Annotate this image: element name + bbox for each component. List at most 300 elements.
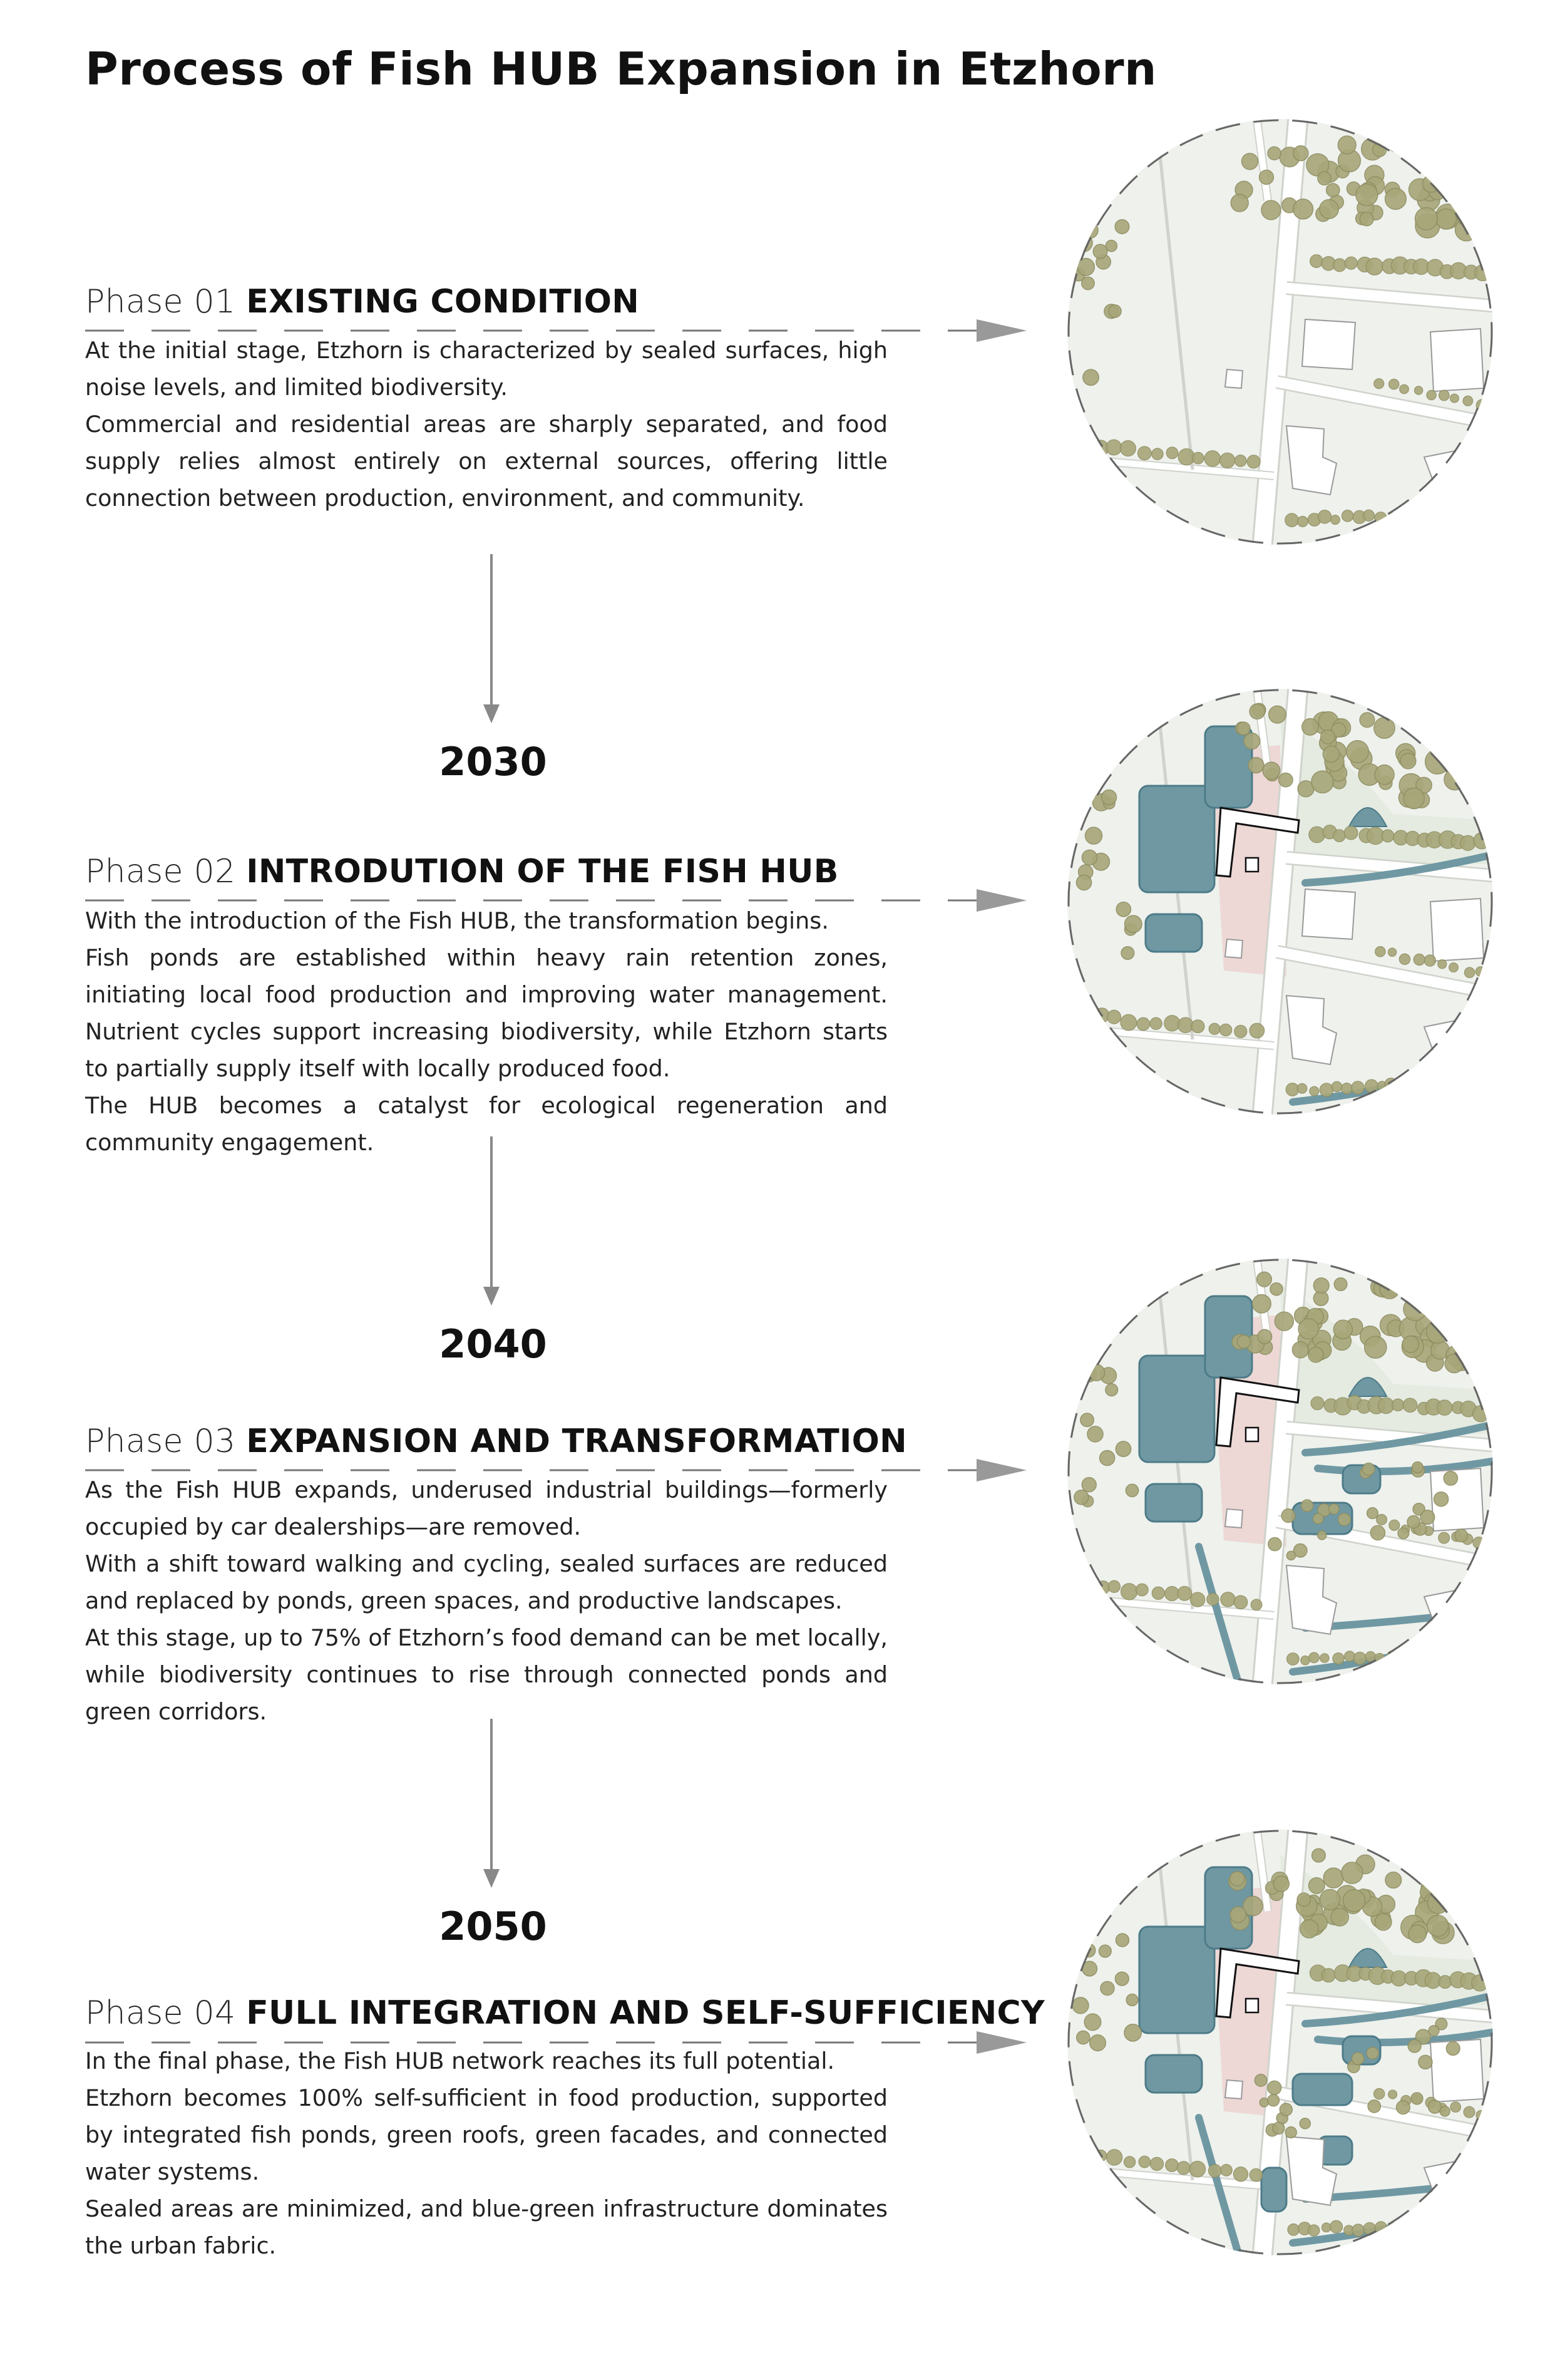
phase-01-connector-arrow <box>85 319 1027 342</box>
tree <box>1360 212 1373 226</box>
tree <box>1293 199 1313 219</box>
tree <box>1249 2168 1262 2181</box>
tree <box>1453 508 1462 517</box>
tree <box>1465 1079 1474 1088</box>
tree <box>1189 2161 1205 2177</box>
tree <box>1298 1319 1319 1339</box>
tree <box>1485 1406 1501 1422</box>
tree <box>1474 1079 1485 1091</box>
phase-03-connector-arrow <box>85 1459 1027 1481</box>
tree <box>1375 512 1387 525</box>
tree <box>1397 508 1410 522</box>
phase-04-paragraph-3: Sealed areas are minimized, and blue-green infrastructure dominates the urban fabric. <box>85 2195 888 2259</box>
small-building <box>1225 2080 1243 2099</box>
tree <box>1121 1014 1137 1031</box>
tree <box>1411 2093 1423 2104</box>
tree <box>1106 2150 1122 2165</box>
tree <box>1410 1650 1422 1661</box>
tree <box>1472 1975 1488 1991</box>
tree <box>1323 1868 1343 1888</box>
phase-03-paragraph-1: As the Fish HUB expands, underused industrial buildings—formerly occupied by car dealerships—are removed. <box>85 1476 888 1540</box>
tree <box>1427 1915 1449 1937</box>
tree <box>1072 1997 1089 2014</box>
tree <box>1286 1551 1295 1560</box>
tree <box>1257 1272 1272 1287</box>
tree <box>1388 948 1396 956</box>
tree <box>1066 439 1082 455</box>
tree <box>1331 1909 1348 1926</box>
tree <box>1374 1653 1385 1664</box>
tree <box>1300 1920 1318 1938</box>
tree <box>1424 955 1435 966</box>
tree <box>1439 1532 1450 1543</box>
tree <box>1363 510 1374 521</box>
tree <box>1285 2127 1296 2138</box>
tree <box>1151 2157 1164 2170</box>
tree <box>1389 1520 1400 1530</box>
tree <box>1473 1537 1485 1549</box>
tree <box>1464 2106 1475 2118</box>
tree <box>1137 446 1151 460</box>
tree <box>1420 1079 1433 1092</box>
tree <box>1268 2094 1280 2106</box>
tree <box>1164 1016 1180 1031</box>
tree <box>1420 1510 1435 1525</box>
tree <box>1455 1529 1467 1542</box>
tree <box>1474 2220 1487 2232</box>
tree <box>1410 2224 1419 2233</box>
tree <box>1450 2102 1461 2113</box>
tree <box>1234 1025 1247 1038</box>
tree <box>1081 2149 1094 2161</box>
phase-02-site-plan-map <box>1055 676 1506 1127</box>
tree <box>1301 1500 1313 1512</box>
tree <box>1120 441 1136 456</box>
tree <box>1107 1010 1121 1024</box>
tree <box>1463 174 1480 191</box>
phase-02-name: INTRODUTION OF THE FISH HUB <box>246 853 839 890</box>
tree <box>1455 739 1478 761</box>
tree <box>1360 713 1375 728</box>
tree <box>1382 830 1394 842</box>
tree <box>1363 1463 1375 1476</box>
tree <box>1320 1890 1340 1910</box>
tree <box>1429 2100 1442 2113</box>
tree <box>1375 1914 1391 1930</box>
tree <box>1066 1578 1077 1589</box>
tree <box>1388 137 1403 152</box>
tree <box>1274 1876 1290 1892</box>
tree <box>1079 1007 1095 1024</box>
tree <box>1260 170 1274 185</box>
tree <box>1100 1450 1115 1465</box>
tree <box>1247 455 1260 468</box>
tree <box>1191 1592 1205 1607</box>
tree <box>1313 1513 1323 1524</box>
tree <box>1285 513 1299 527</box>
timeline-arrow-1 <box>483 554 500 723</box>
tree <box>1342 1083 1353 1095</box>
phase-03-site-plan-map <box>1055 1246 1506 1697</box>
tree <box>1455 1326 1471 1341</box>
tree <box>1139 2156 1151 2168</box>
tree <box>1297 1083 1307 1093</box>
tree <box>1392 1399 1404 1411</box>
creek <box>1080 2205 1161 2268</box>
tree <box>1356 184 1378 206</box>
tree <box>1374 2088 1385 2099</box>
tree <box>1439 1079 1452 1092</box>
tree <box>1389 379 1399 389</box>
large-hall <box>1302 889 1355 939</box>
tree <box>1279 773 1293 786</box>
timeline-arrow-2 <box>483 1136 500 1306</box>
tree <box>1375 2222 1387 2233</box>
tree <box>1152 1587 1164 1599</box>
tree <box>1069 1010 1080 1021</box>
tree <box>1475 967 1485 976</box>
tree <box>1487 972 1496 981</box>
tree <box>1485 403 1497 415</box>
large-hall <box>1302 319 1355 369</box>
phase-04-site-plan-map <box>1055 1817 1506 2268</box>
tree <box>1329 1504 1340 1515</box>
phase-01-site-plan-map <box>1055 106 1506 557</box>
tree <box>1320 1654 1329 1662</box>
tree <box>1116 1441 1131 1456</box>
phase-03-number: Phase 03 <box>85 1423 236 1460</box>
phase-01-paragraph-1: At the initial stage, Etzhorn is characterized by sealed surfaces, high noise levels, and limited biodiversity. <box>85 337 888 401</box>
tree <box>1090 2035 1106 2051</box>
small-building <box>1225 369 1243 388</box>
tree <box>1207 1593 1219 1605</box>
tree <box>1209 1023 1220 1034</box>
tree <box>1385 1872 1402 1888</box>
tree <box>1345 1651 1355 1662</box>
tree <box>1220 453 1235 468</box>
year-2040-label: 2040 <box>439 1321 547 1367</box>
phase-03-paragraph-3: At this stage, up to 75% of Etzhorn’s food demand can be met locally, while biodiversity continues to rise through connected ponds and green corridors. <box>85 1624 888 1725</box>
phase-01-number: Phase 01 <box>85 283 236 321</box>
tree <box>1469 165 1488 185</box>
tree <box>1177 2161 1190 2175</box>
tree <box>1204 451 1220 466</box>
tree <box>1367 2047 1378 2059</box>
phase-01-paragraph-2: Commercial and residential areas are sharply separated, and food supply relies almost entirely on external sources, offering little connection between production, environment, and community. <box>85 411 888 512</box>
tree <box>1166 2159 1179 2172</box>
tree <box>1408 512 1420 524</box>
tree <box>1311 771 1333 793</box>
tree <box>1115 220 1129 234</box>
phase-02-paragraph-2: Fish ponds are established within heavy rain retention zones, initiating local food production and improving water management. Nutrient cycles support increasing biodiversity, while Etzhorn starts to partially supply itself with locally produced food. <box>85 944 888 1082</box>
tree <box>1374 718 1395 738</box>
phase-04-name: FULL INTEGRATION AND SELF-SUFFICIENCY <box>246 1994 1045 2032</box>
tree <box>1414 386 1422 394</box>
tree <box>1286 1083 1299 1096</box>
tree <box>1395 2219 1408 2232</box>
tree <box>1067 2148 1078 2159</box>
tree <box>1150 1017 1162 1029</box>
tree <box>1468 1907 1492 1931</box>
tree <box>1253 1294 1271 1313</box>
tree <box>1124 2024 1141 2041</box>
fish-pond-south <box>1146 2055 1202 2093</box>
tree <box>1082 277 1094 289</box>
tree <box>1242 153 1258 170</box>
phase-03-paragraph-2: With a shift toward walking and cycling, sealed surfaces are reduced and replaced by ponds, green spaces, and productive landscapes. <box>85 1550 888 1614</box>
tree <box>1288 2224 1300 2236</box>
tree <box>1302 719 1318 735</box>
tree <box>1326 183 1340 197</box>
tree <box>1292 1342 1308 1358</box>
fish-pond-south <box>1146 1484 1202 1522</box>
tree <box>1431 1078 1442 1089</box>
tree <box>1309 827 1325 843</box>
tree <box>1463 396 1473 406</box>
tree <box>1320 200 1338 219</box>
tree <box>1429 508 1440 520</box>
tree <box>1365 1336 1387 1358</box>
tree <box>1097 1581 1110 1594</box>
tree <box>1318 1531 1326 1540</box>
tree <box>1109 305 1121 317</box>
tree <box>1438 960 1447 969</box>
tree <box>1429 2026 1439 2036</box>
tree <box>1321 2223 1331 2232</box>
tree <box>1268 1538 1281 1551</box>
tree <box>1403 788 1424 808</box>
tree <box>1420 1651 1433 1664</box>
tree <box>1450 394 1459 403</box>
tree <box>1312 1848 1326 1862</box>
tree <box>1444 1649 1454 1659</box>
tree <box>1093 244 1107 259</box>
tree <box>1208 2165 1221 2178</box>
tree <box>1444 1471 1457 1485</box>
tree <box>1353 1652 1366 1664</box>
tree <box>1237 1335 1250 1348</box>
tree <box>1367 1508 1378 1519</box>
tree <box>1300 2118 1310 2129</box>
tree <box>1347 741 1369 763</box>
tree <box>1451 2219 1463 2231</box>
tree <box>1275 1312 1293 1331</box>
tree <box>1414 954 1425 966</box>
tree <box>1082 1944 1096 1957</box>
tree <box>1321 730 1335 744</box>
tree <box>1124 2156 1135 2168</box>
phase-04-paragraph-1: In the final phase, the Fish HUB network reaches its full potential. <box>85 2048 835 2074</box>
tree <box>1221 2165 1233 2177</box>
tree <box>1352 1081 1364 1094</box>
tree <box>1338 136 1356 154</box>
tree <box>1077 2031 1090 2044</box>
tree <box>1231 194 1248 212</box>
tree <box>1126 1994 1138 2006</box>
tree <box>1420 507 1433 520</box>
tree <box>1489 269 1501 281</box>
tree <box>1178 1017 1193 1033</box>
tree <box>1415 207 1438 230</box>
tree <box>1077 259 1094 276</box>
tree <box>1221 1592 1235 1607</box>
tree <box>1334 1278 1347 1291</box>
tree <box>1345 257 1357 269</box>
tree <box>1412 1462 1423 1473</box>
tree <box>1280 2103 1292 2116</box>
tree <box>1397 1651 1408 1662</box>
phase-04-connector-arrow <box>85 2031 1027 2054</box>
tree <box>1244 733 1260 750</box>
tree <box>1249 704 1265 719</box>
year-2050-label: 2050 <box>439 1903 547 1949</box>
phase-04-number: Phase 04 <box>85 1994 236 2032</box>
tree <box>1263 762 1280 779</box>
tree <box>1268 147 1281 160</box>
phase-02-paragraph-3: The HUB becomes a catalyst for ecological regeneration and community engagement. <box>85 1092 888 1156</box>
tree <box>1427 390 1436 399</box>
tree <box>1380 1279 1399 1299</box>
tree <box>1460 835 1475 850</box>
tree <box>1261 200 1281 220</box>
tree <box>1420 2219 1433 2232</box>
tree <box>1318 172 1331 185</box>
tree <box>1465 2217 1477 2230</box>
fish-pond-large <box>1139 1356 1214 1462</box>
fish-pond-south <box>1146 914 1202 952</box>
tree <box>1099 1945 1111 1957</box>
tree <box>1080 1413 1094 1426</box>
tree <box>1178 1586 1192 1600</box>
tree <box>1352 2053 1364 2065</box>
tree <box>1408 1079 1418 1089</box>
tree <box>1152 448 1163 460</box>
tree <box>1377 1514 1387 1525</box>
phase-03-name: EXPANSION AND TRANSFORMATION <box>246 1423 907 1460</box>
fish-pond-large <box>1139 786 1214 892</box>
tree <box>1320 1083 1333 1096</box>
tree <box>1460 1915 1480 1935</box>
tree <box>1287 1653 1300 1666</box>
tree <box>1456 204 1478 226</box>
tree <box>1487 835 1501 849</box>
tree <box>1375 947 1385 957</box>
tree <box>1166 447 1178 459</box>
phase-02-connector-arrow <box>85 889 1027 912</box>
tree <box>1116 902 1131 917</box>
creek <box>1080 1064 1161 1127</box>
tree <box>1475 265 1491 281</box>
phase-02-number: Phase 02 <box>85 853 236 890</box>
tree-cluster-northeast <box>1409 159 1489 240</box>
phase-01-name: EXISTING CONDITION <box>246 283 640 321</box>
tree <box>1446 2042 1460 2056</box>
tree <box>1333 830 1346 842</box>
tree <box>1342 1862 1363 1883</box>
tree <box>1251 1599 1262 1610</box>
timeline-arrow-3 <box>483 1719 500 1888</box>
pond-east-2 <box>1293 2074 1352 2105</box>
tree <box>1079 436 1094 451</box>
tree <box>1454 1648 1465 1659</box>
tree <box>1368 2100 1380 2113</box>
tree <box>1136 1584 1149 1596</box>
tree <box>1445 1354 1464 1373</box>
small-building <box>1225 1509 1243 1528</box>
tree <box>1249 1023 1265 1038</box>
tree <box>1344 826 1358 840</box>
tree <box>1487 1539 1497 1549</box>
tree <box>1219 1024 1231 1036</box>
tree <box>1333 259 1346 272</box>
tree <box>1310 255 1323 268</box>
tree <box>1237 722 1250 735</box>
tree <box>1442 2218 1454 2230</box>
tree <box>1407 1515 1420 1528</box>
tree <box>1126 1484 1138 1497</box>
page-title: Process of Fish HUB Expansion in Etzhorn <box>85 43 1157 95</box>
tree <box>1330 2220 1343 2233</box>
tree <box>1121 1584 1137 1600</box>
tree <box>1165 1587 1179 1601</box>
tree <box>1374 379 1384 389</box>
tree <box>1444 175 1466 198</box>
warehouse <box>1430 329 1484 391</box>
tree <box>1455 735 1475 755</box>
tree <box>1085 827 1102 844</box>
tree <box>1457 763 1477 782</box>
tree <box>1193 452 1204 464</box>
tree <box>1137 1017 1150 1031</box>
tree <box>1470 179 1489 197</box>
tree <box>1301 1656 1310 1664</box>
tree <box>1106 440 1121 455</box>
tree <box>1467 758 1489 780</box>
tree <box>1398 1083 1408 1093</box>
tree <box>1366 258 1383 275</box>
tree <box>1230 1872 1244 1886</box>
tree <box>1343 1890 1365 1912</box>
tree <box>1233 2167 1248 2182</box>
tree <box>1125 915 1142 932</box>
tree <box>1444 769 1465 790</box>
tree <box>1311 1397 1324 1410</box>
tree <box>1436 209 1457 229</box>
tree <box>1439 390 1450 401</box>
tree <box>1081 1581 1093 1593</box>
tree <box>1297 516 1308 527</box>
warehouse <box>1430 899 1484 961</box>
tree <box>1191 1020 1204 1033</box>
tree <box>1121 947 1134 960</box>
tree <box>1449 963 1459 972</box>
tree <box>1342 510 1353 522</box>
tree <box>1465 1647 1476 1659</box>
tree <box>1074 1490 1089 1505</box>
creek <box>1080 1634 1161 1697</box>
tree <box>1230 1907 1246 1922</box>
tree <box>1087 1426 1103 1442</box>
tree <box>1400 753 1416 769</box>
tree <box>1487 2113 1498 2124</box>
tree <box>1083 369 1099 385</box>
tree <box>1467 1354 1492 1379</box>
tree <box>1269 706 1286 723</box>
tree <box>1486 1976 1498 1988</box>
tree <box>1082 850 1097 865</box>
tree <box>1398 1528 1409 1539</box>
tree <box>1321 1969 1335 1982</box>
